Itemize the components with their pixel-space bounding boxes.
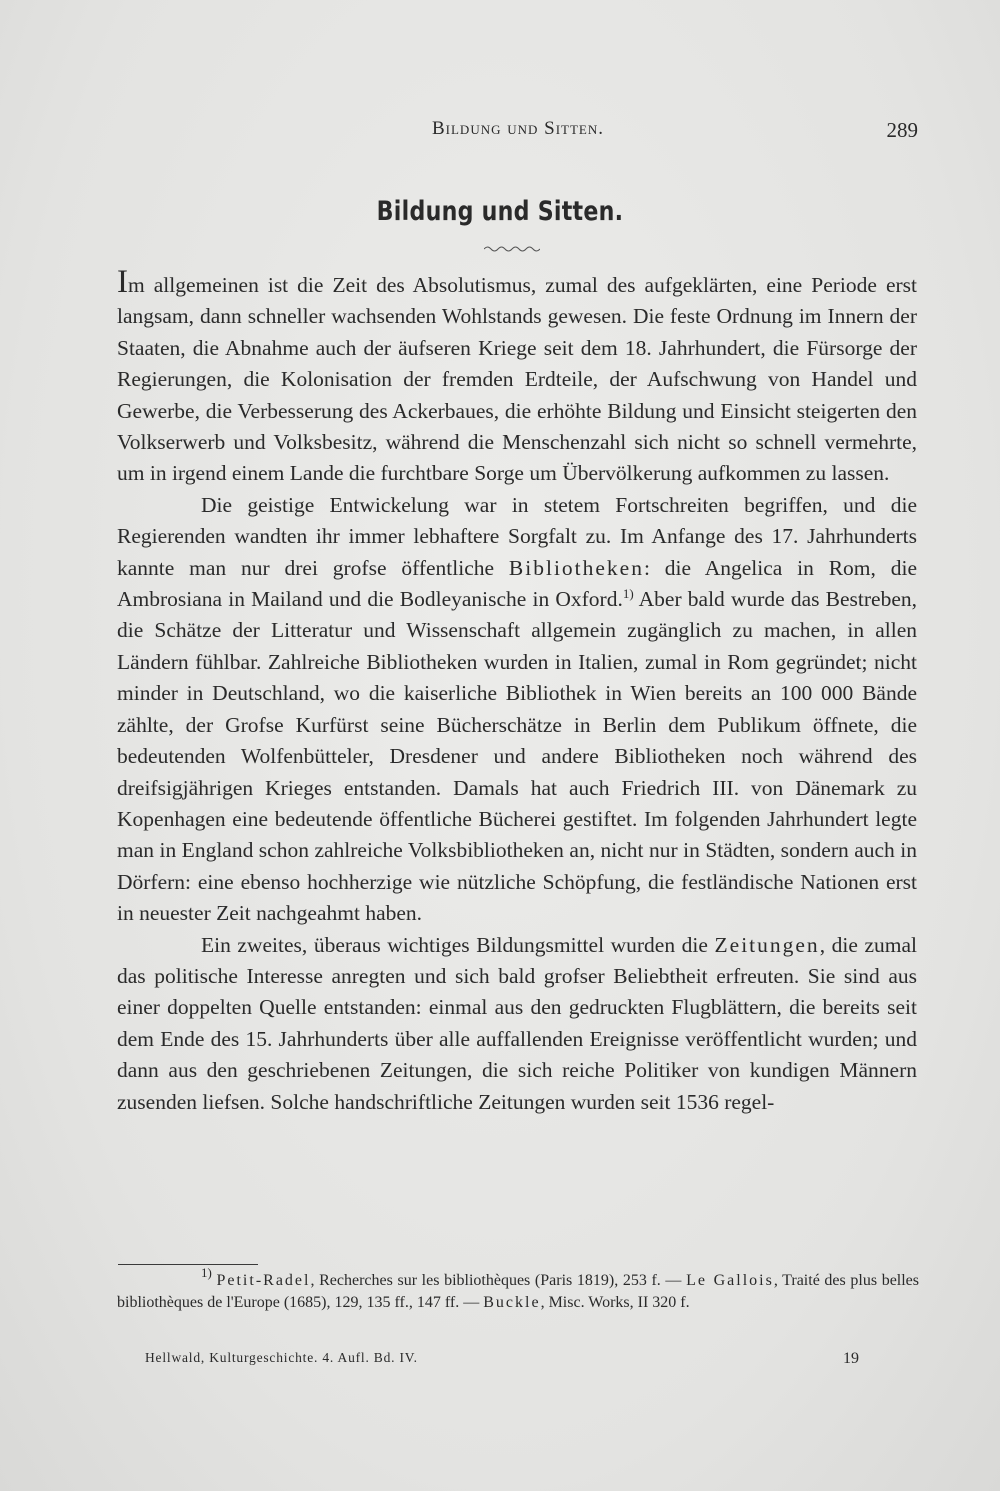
- footnote-author-1: Petit-Radel: [216, 1272, 311, 1289]
- paragraph-1-text: m allgemeinen ist die Zeit des Absolutismus, zumal des aufgeklärten, eine Periode erst langsam, dann schneller wachsenden Wohlstands gewesen. Die feste Ordnung im Innern der Staaten, die Abnahme auch der äufseren Kriege seit dem 18. Jahrhundert, die Fürsorge der Regierungen, die Kolonisation der fremden Erdteile, der Aufschwung von Handel und Gewerbe, die Verbesserung des Ackerbaues, die erhöhte Bildung und Einsicht steigerten den Volkserwerb und Volksbesitz, während die Menschenzahl sich nicht so schnell vermehrte, um in irgend einem Lande die furchtbare Sorge um Übervölkerung aufkommen zu lassen.: [117, 273, 917, 486]
- emphasis-bibliotheken: Bibliotheken: [508, 555, 644, 580]
- footnote-marker: 1): [201, 1265, 212, 1280]
- footnote-rule: [118, 1264, 258, 1265]
- paragraph-2-text-middle: : die Angelica in Rom, die Ambrosiana in Mailand und die Bodleyanische in Oxford.: [117, 555, 918, 612]
- page-number: 289: [886, 118, 918, 142]
- footnote-author-3: Buckle: [483, 1294, 541, 1311]
- footnote-author-2: Le Gallois: [686, 1272, 774, 1289]
- paragraph-3-text-start: Ein zweites, überaus wichtiges Bildungsmittel wurden die: [201, 932, 708, 957]
- footnote-text-3: , Misc. Works, II 320 f.: [540, 1294, 690, 1311]
- paragraph-1: [117, 266, 917, 490]
- signature-line: Hellwald, Kulturgeschichte. 4. Aufl. Bd. IV.: [145, 1350, 418, 1365]
- emphasis-zeitungen: Zeitungen: [714, 932, 820, 957]
- title-ornament-icon: [484, 244, 540, 254]
- running-head-title: Bildung und Sitten.: [431, 118, 605, 139]
- footnote-reference: 1): [622, 586, 634, 602]
- paragraph-2: [117, 490, 917, 930]
- running-head: [118, 118, 918, 142]
- chapter-title: Bildung und Sitten.: [376, 196, 624, 227]
- paragraph-3: [117, 930, 917, 1118]
- footnote-text-1: , Recherches sur les bibliothèques (Paris 1819), 253 f. —: [310, 1272, 682, 1289]
- footnote-text-2: , Traité des plus belles bibliothèques de l'Europe (1685), 129, 135 ff., 147 ff. —: [117, 1272, 920, 1311]
- sheet-number: 19: [843, 1350, 859, 1367]
- drop-cap: I: [117, 264, 128, 300]
- footnote: [117, 1265, 920, 1314]
- body-text: [117, 266, 917, 1118]
- paragraph-2-text-end: Aber bald wurde das Bestreben, die Schätze der Litteratur und Wissenschaft allgemein zugänglich zu machen, in allen Ländern fühlbar. Zahlreiche Bibliotheken wurden in Italien, zumal in Rom gegründet; nicht minder in Deutschland, wo die kaiserliche Bibliothek in Wien bereits an 100 000 Bände zählte, der Grofse Kurfürst seine Bücherschätze in Berlin dem Publikum öffnete, die bedeutenden Wolfenbütteler, Dresdener und andere Bibliotheken noch während des dreifsigjährigen Krieges entstanden. Damals hat auch Friedrich III. von Dänemark zu Kopenhagen eine bedeutende öffentliche Bücherei gestiftet. Im folgenden Jahrhundert legte man in England schon zahlreiche Volksbibliotheken an, nicht nur in Städten, sondern auch in Dörfern: eine ebenso hochherzige wie nützliche Schöpfung, die festländische Nationen erst in neuester Zeit nachgeahmt haben.: [117, 587, 917, 926]
- paragraph-2-text-start: Die geistige Entwickelung war in stetem Fortschreiten begriffen, und die Regierenden wandten ihr immer lebhaftere Sorgfalt zu. Im Anfange des 17. Jahrhunderts kannte man nur drei grofse öffentliche: [117, 492, 917, 580]
- paragraph-3-text-end: , die zumal das politische Interesse anregten und sich bald grofser Beliebtheit erfreuten. Sie sind aus einer doppelten Quelle entstanden: einmal aus den gedruckten Flugblättern, die bereits seit dem Ende des 15. Jahrhunderts über alle auffallenden Ereignisse veröffentlicht wurden; und dann aus den geschriebenen Zeitungen, die sich reiche Politiker von kundigen Männern zusenden liefsen. Solche handschriftliche Zeitungen wurden seit 1536 regel-: [117, 932, 917, 1114]
